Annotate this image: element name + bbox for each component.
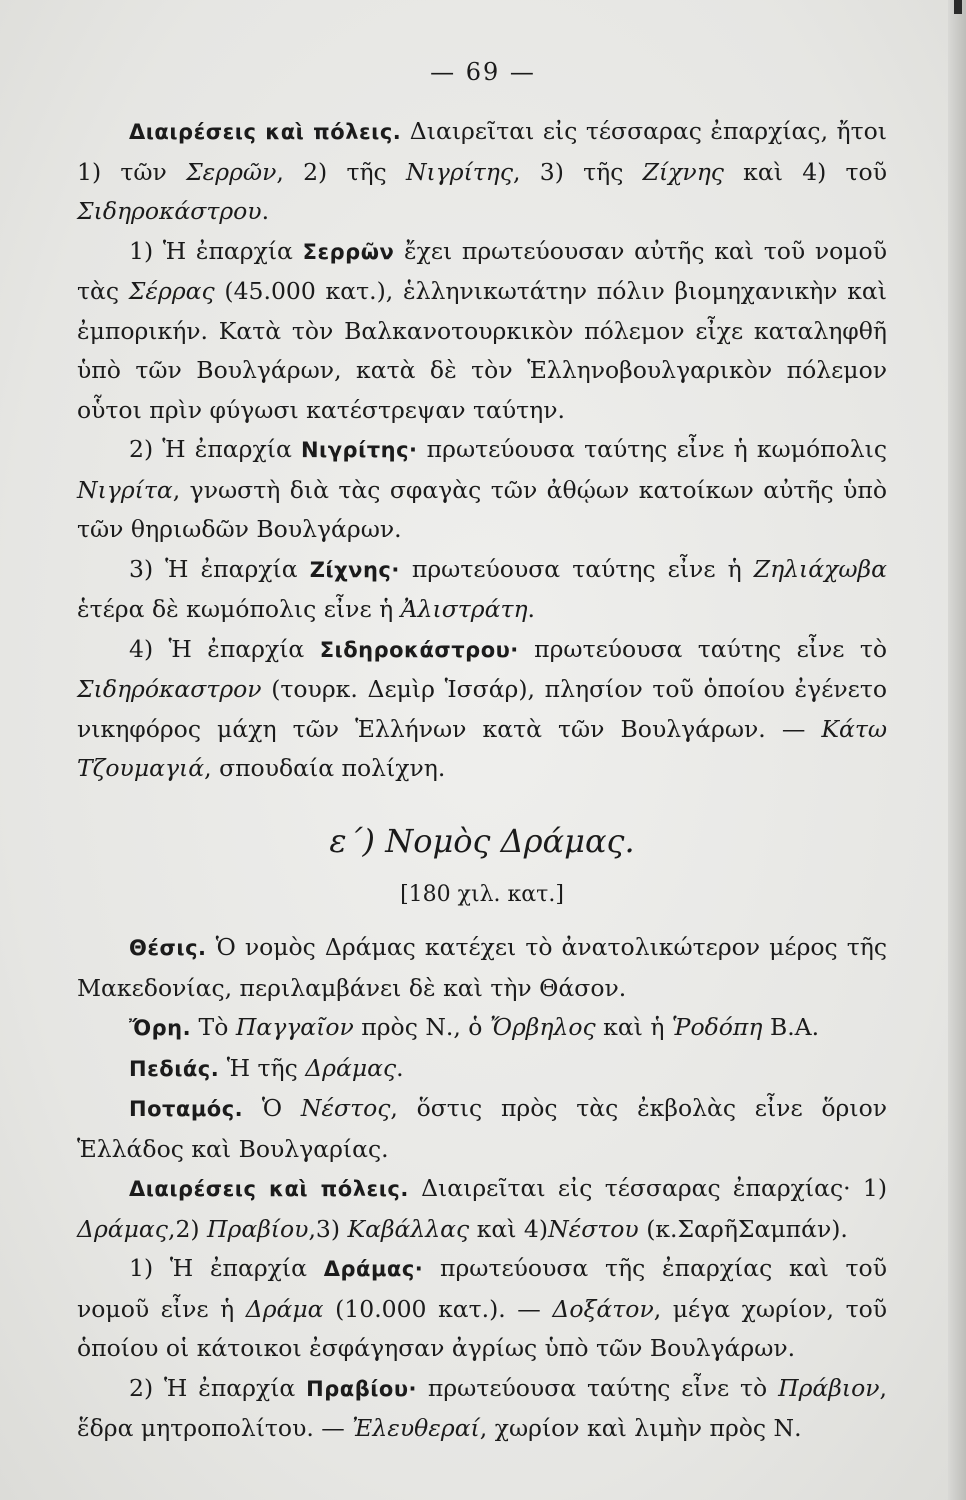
text: Τὸ [191, 1013, 236, 1041]
italic-text: Νιγρίτης [405, 157, 514, 186]
italic-text: Ζίχνης [642, 157, 724, 186]
italic-text: Δράμας [77, 1214, 168, 1243]
text: πρωτεύουσα ταύτης εἶνε ἡ [399, 554, 754, 583]
italic-text: Καβάλλας [347, 1214, 470, 1243]
text: Διαιρεῖται εἰς τέσσαρας ἐπαρχίας· 1) [408, 1174, 888, 1202]
italic-text: Σιδηροκάστρου [77, 197, 262, 225]
text: πρὸς Ν., ὁ [353, 1013, 490, 1041]
section-area: [180 χιλ. κατ.] [400, 881, 564, 907]
edge-mark [954, 0, 962, 14]
text: Διαιρεῖται εἰς τέσσαρας ἐπαρχίας, ἤτοι 1) τῶν [77, 117, 887, 186]
heading: Διαιρέσεις καὶ πόλεις. [129, 1177, 409, 1201]
italic-text: Νέστου [548, 1214, 639, 1243]
italic-text: Ῥοδόπη [671, 1013, 763, 1041]
italic-text: Δράμας [305, 1053, 397, 1082]
heading: Ζίχνης· [309, 557, 400, 582]
italic-text: Σιδηρόκαστρον [77, 675, 262, 703]
text: 1) Ἡ ἐπαρχία [129, 1254, 324, 1282]
paragraph-drama-1 [77, 1249, 887, 1369]
text: 1) Ἡ ἐπαρχία [129, 236, 303, 265]
text: Β.Α. [762, 1013, 820, 1041]
italic-text: Παγγαῖον [235, 1013, 354, 1041]
paragraph-serres-4 [77, 630, 887, 789]
paragraph-drama-2 [77, 1369, 887, 1449]
text-column [77, 112, 887, 1449]
text: , 2) τῆς [276, 157, 406, 186]
italic-text: Ὄρβηλος [489, 1013, 596, 1041]
heading: Πραβίου· [306, 1376, 418, 1401]
heading: Πεδιάς. [129, 1056, 220, 1081]
italic-text: Ἀλιστράτη [400, 595, 528, 623]
text: , ὅστις πρὸς τὰς ἐκβολὰς εἶνε ὅριον Ἑλλάδος καὶ Βουλγαρίας. [77, 1094, 887, 1163]
paragraph-divisions-drama [77, 1169, 887, 1249]
italic-text: Πράβιον [778, 1373, 880, 1402]
text: πρωτεύουσα ταύτης εἶνε ἡ κωμόπολις [417, 435, 887, 463]
heading: Νιγρίτης· [300, 438, 418, 462]
paragraph-position [77, 928, 887, 1008]
text: ἑτέρα δὲ κωμόπολις εἶνε ἡ [77, 595, 401, 623]
text: , γνωστὴ διὰ τὰς σφαγὰς τῶν ἀθῴων κατοίκων αὐτῆς ὑπὸ τῶν θηριωδῶν Βουλγάρων. [77, 475, 887, 543]
text: 2) Ἡ ἐπαρχία [129, 1373, 307, 1402]
text: Ὁ [243, 1094, 301, 1122]
text: 4) Ἡ ἐπαρχία [129, 634, 320, 663]
text: (κ.ΣαρῆΣαμπάν). [638, 1214, 848, 1243]
heading: Ποταμός. [129, 1097, 244, 1121]
text: πρωτεύουσα ταύτης εἶνε τὸ [417, 1373, 779, 1402]
text: ,2) [167, 1214, 208, 1243]
heading: Διαιρέσεις καὶ πόλεις. [129, 120, 402, 144]
text: ,3) [308, 1214, 348, 1243]
heading: Σιδηροκάστρου· [319, 637, 519, 662]
text: πρωτεύουσα τῆς ἐπαρχίας καὶ τοῦ νομοῦ εἶνε ἡ [77, 1254, 887, 1323]
text: καὶ 4) [469, 1214, 549, 1243]
text: . [261, 197, 270, 225]
italic-text: Νιγρίτα [77, 475, 173, 504]
italic-text: Ἐλευθεραί [352, 1414, 480, 1442]
paragraph-rivers [77, 1089, 887, 1169]
paragraph-divisions-serres [77, 112, 887, 232]
heading: Δράμας· [323, 1257, 424, 1281]
text: , ἕδρα μητροπολίτου. — [77, 1373, 887, 1442]
heading: Σερρῶν [302, 239, 395, 264]
page-number: — 69 — [430, 58, 536, 86]
italic-text: Πραβίου [207, 1214, 309, 1243]
section-title: ε΄) Νομὸς Δράμας. [329, 821, 635, 860]
paragraph-serres-1 [77, 232, 887, 431]
text: Ἡ τῆς [219, 1053, 306, 1082]
text: , μέγα χωρίον, τοῦ ὁποίου οἱ κάτοικοι ἐσφάγησαν ἀγρίως ὑπὸ τῶν Βουλγάρων. [77, 1294, 888, 1362]
italic-text: Δοξάτον [552, 1294, 654, 1323]
italic-text: Ζηλιάχωβα [753, 554, 887, 583]
text: ἔχει πρωτεύουσαν αὐτῆς καὶ τοῦ νομοῦ τὰς [77, 236, 887, 305]
italic-text: Νέστος [300, 1094, 391, 1122]
text: 3) Ἡ ἐπαρχία [129, 554, 310, 583]
text: καὶ 4) τοῦ [723, 157, 887, 186]
italic-text: Κάτω Τζουμαγιά [77, 714, 887, 782]
text: (τουρκ. Δεμὶρ Ἱσσάρ), πλησίον τοῦ ὁποίου ἐγένετο νικηφόρος μάχη τῶν Ἑλλήνων κατὰ τῶν Βουλγάρων. — [77, 675, 887, 743]
text: . [396, 1053, 404, 1082]
paragraph-mountains [77, 1008, 887, 1049]
italic-text: Σερρῶν [186, 157, 277, 186]
text: , σπουδαία πολίχνη. [204, 754, 446, 782]
paragraph-serres-3 [77, 550, 887, 630]
heading: Θέσις. [129, 936, 207, 960]
paragraph-plains [77, 1049, 887, 1090]
heading: Ὄρη. [129, 1016, 192, 1040]
text: καὶ ἡ [595, 1013, 672, 1041]
italic-text: Σέρρας [128, 277, 215, 305]
text: , 3) τῆς [513, 157, 643, 186]
text: πρωτεύουσα ταύτης εἶνε τὸ [518, 634, 887, 663]
text: (10.000 κατ.). — [323, 1294, 553, 1323]
italic-text: Δράμα [245, 1294, 324, 1323]
text: 2) Ἡ ἐπαρχία [129, 435, 301, 463]
text: , χωρίον καὶ λιμὴν πρὸς Ν. [479, 1414, 802, 1442]
paragraph-serres-2 [77, 430, 887, 550]
text: . [527, 595, 536, 623]
text: Ὁ νομὸς Δράμας κατέχει τὸ ἀνατολικώτερον μέρος τῆς Μακεδονίας, περιλαμβάνει δὲ καὶ τὴν Θάσον. [77, 933, 887, 1002]
page-edge [948, 0, 966, 1500]
text: (45.000 κατ.), ἑλληνικωτάτην πόλιν βιομηχανικὴν καὶ ἐμπορικήν. Κατὰ τὸν Βαλκανοτουρκικὸν πόλεμον εἶχε καταληφθῆ ὑπὸ τῶν Βουλγάρων, κατὰ δὲ τὸν Ἑλληνοβουλγαρικὸν πόλεμον οὗτοι πρὶν φύγωσι κατέστρεψαν ταύτην. [77, 277, 887, 424]
